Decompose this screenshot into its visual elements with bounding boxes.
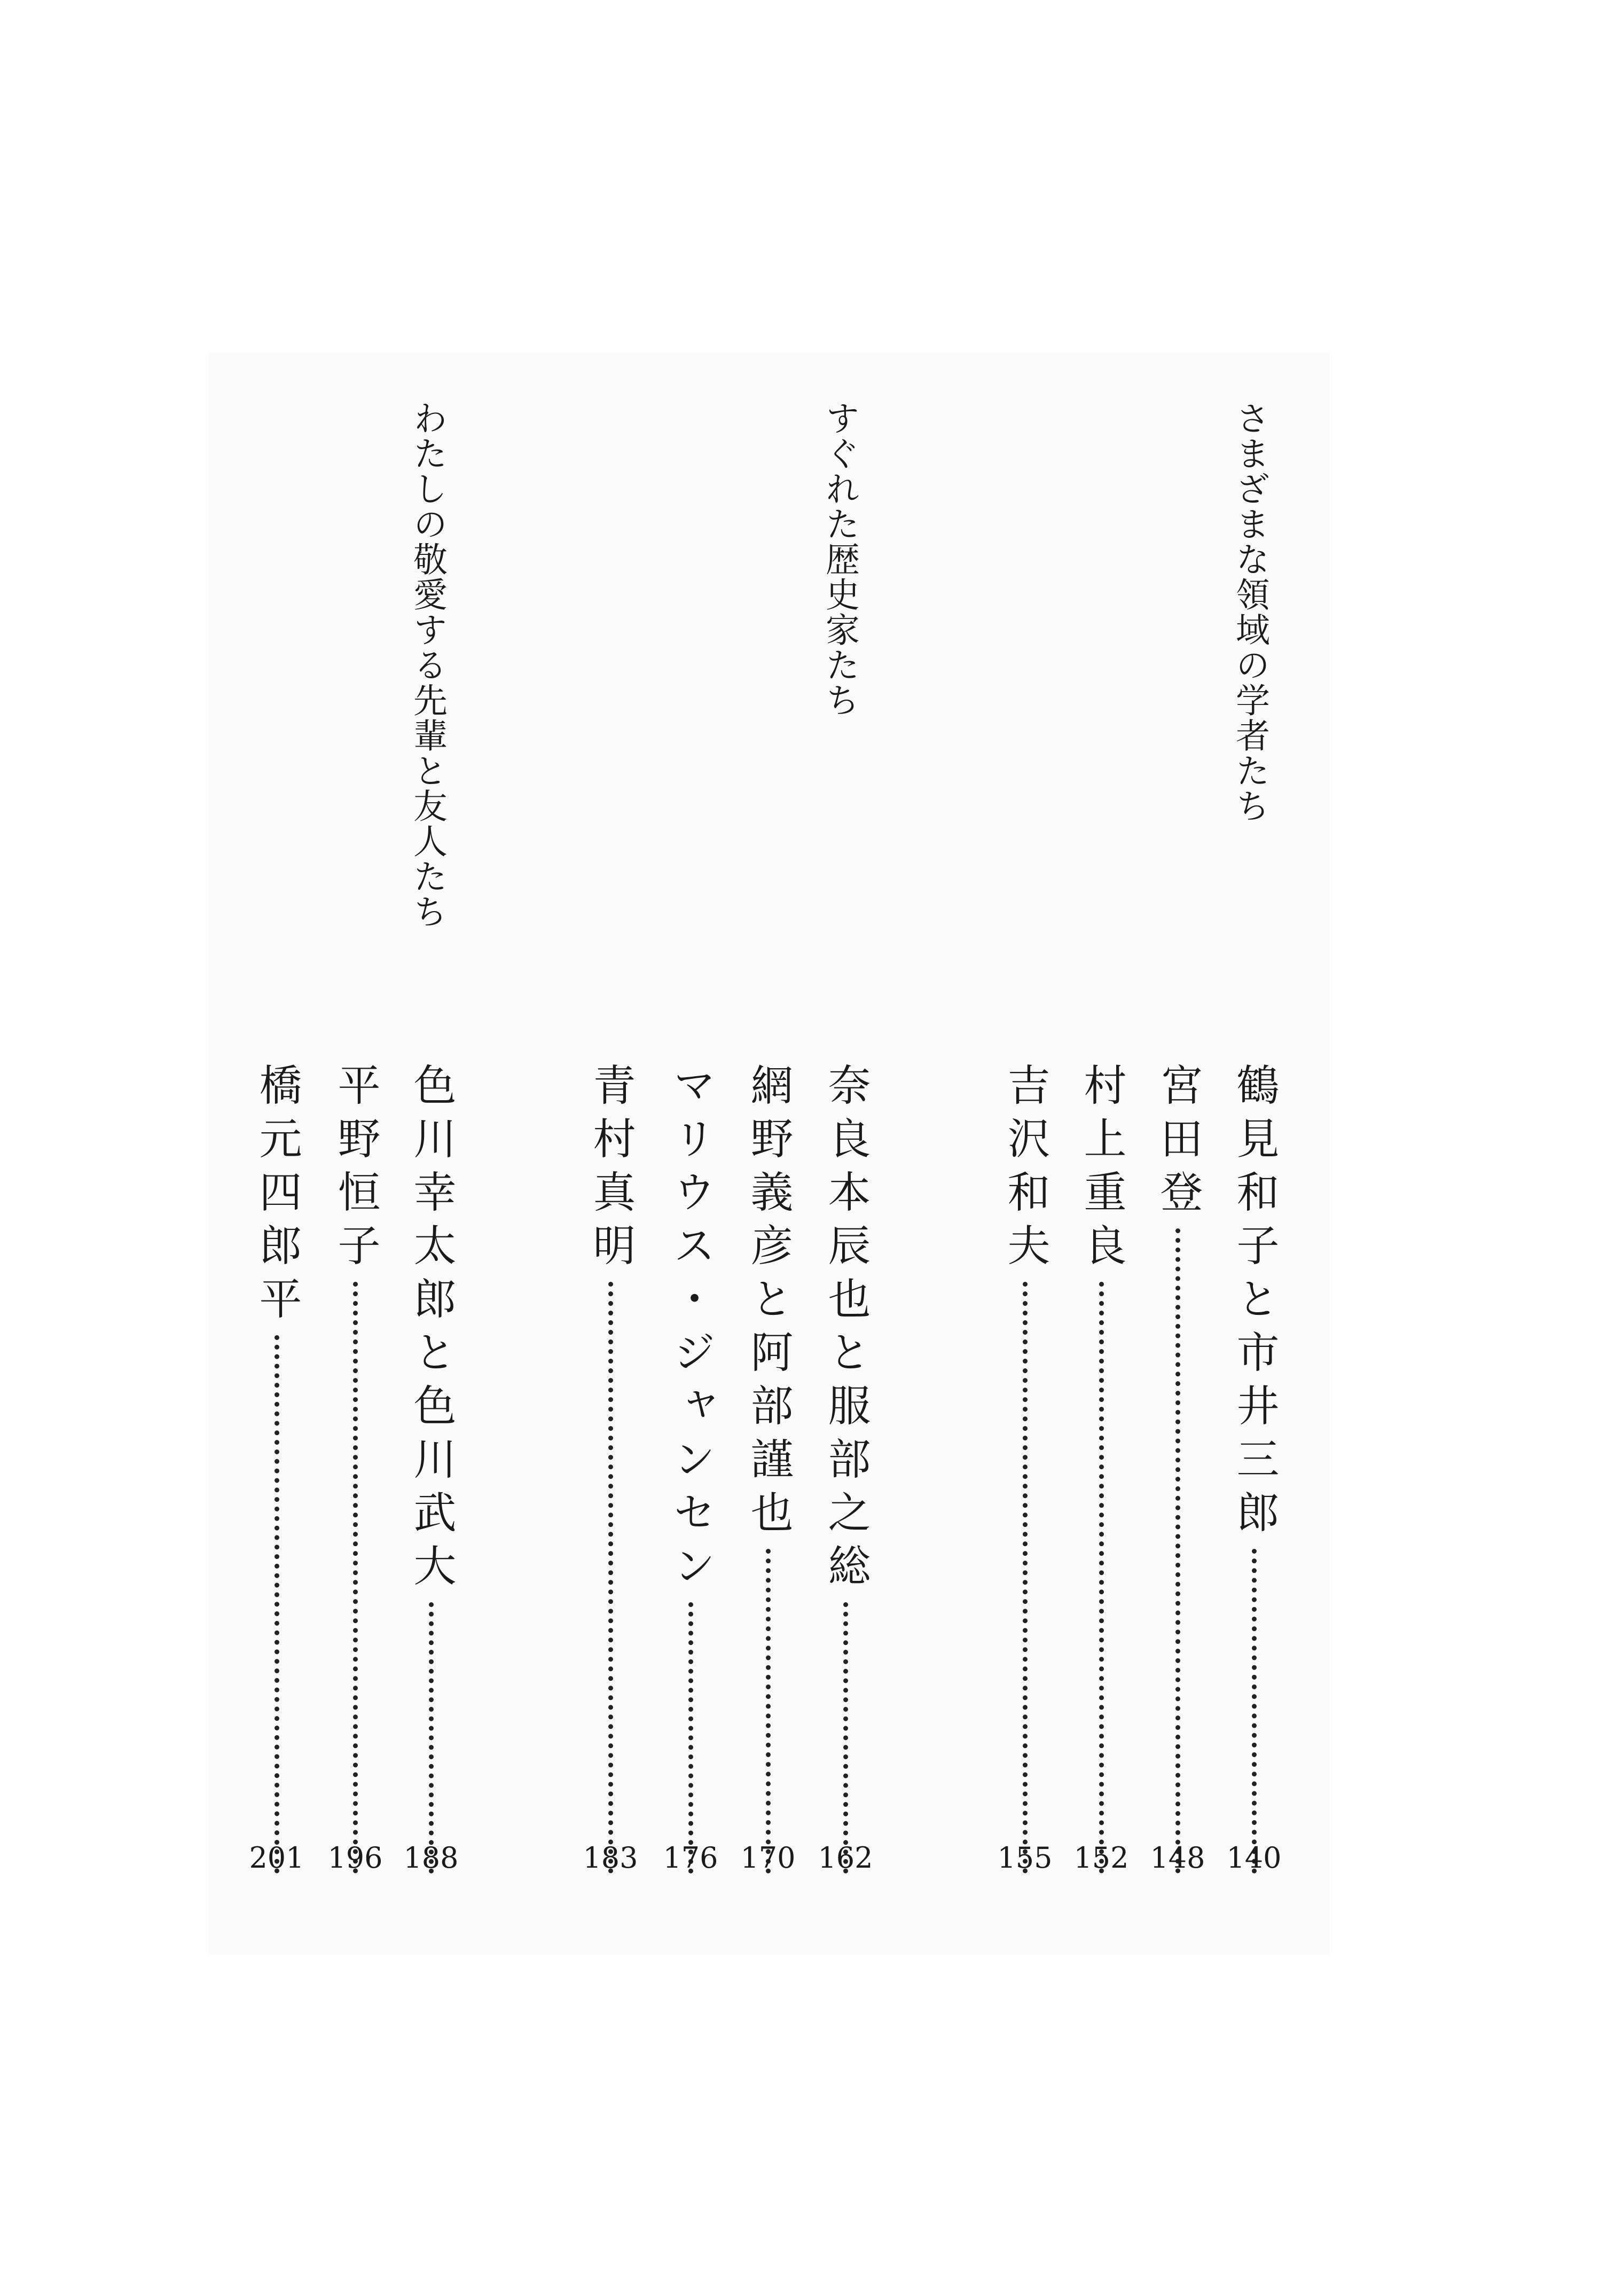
dot-leader: [1099, 1282, 1104, 1874]
toc-entry[interactable]: [247, 1063, 306, 1885]
toc-page-number: 162: [818, 1841, 873, 1875]
toc-page-number: 140: [1226, 1841, 1282, 1875]
toc-entry-name: 網野義彦と阿部謹也: [743, 1063, 793, 1543]
toc-page-number: 188: [403, 1841, 459, 1875]
toc-page-number: 155: [997, 1841, 1053, 1875]
toc-entry[interactable]: [402, 1063, 460, 1885]
toc-entry[interactable]: [816, 1063, 875, 1885]
dot-leader: [608, 1282, 613, 1874]
toc-entry-name: 平野恒子: [331, 1063, 380, 1276]
toc-entry[interactable]: [581, 1063, 640, 1885]
toc-entry[interactable]: [661, 1063, 720, 1885]
toc-entry[interactable]: [739, 1063, 797, 1885]
dot-leader: [766, 1549, 771, 1874]
toc-entry-name: 宮田登: [1153, 1063, 1203, 1223]
section-heading-historians: すぐれた歴史家たち: [820, 401, 859, 718]
toc-entry-name: マリウス・ジャンセン: [666, 1063, 716, 1597]
toc-entry[interactable]: [995, 1063, 1054, 1885]
section-heading-seniors-and-friends: わたしの敬愛する先輩と友人たち: [407, 401, 447, 929]
section-heading-scholars: さまざまな領域の学者たち: [1230, 401, 1269, 824]
toc-entry[interactable]: [1072, 1063, 1131, 1885]
dot-leader: [688, 1602, 693, 1874]
toc-entry-name: 吉沢和夫: [1000, 1063, 1050, 1276]
toc-entry-name: 色川幸太郎と色川武大: [406, 1063, 456, 1597]
toc-page-number: 170: [740, 1841, 796, 1875]
toc-entry-name: 橋元四郎平: [252, 1063, 302, 1330]
dot-leader: [275, 1335, 279, 1874]
toc-entry-name: 青村真明: [586, 1063, 636, 1276]
toc-page-number: 176: [663, 1841, 718, 1875]
toc-entry[interactable]: [1148, 1063, 1207, 1885]
toc-entry-name: 村上重良: [1077, 1063, 1126, 1276]
dot-leader: [429, 1602, 434, 1874]
dot-leader: [843, 1602, 848, 1874]
toc-page-number: 183: [583, 1841, 638, 1875]
toc-entry[interactable]: [1225, 1063, 1283, 1885]
toc-page-number: 152: [1073, 1841, 1129, 1875]
dot-leader: [1175, 1228, 1180, 1874]
toc-page-number: 148: [1150, 1841, 1205, 1875]
dot-leader: [1252, 1549, 1257, 1874]
toc-page-number: 196: [327, 1841, 383, 1875]
dot-leader: [1023, 1282, 1028, 1874]
dot-leader: [353, 1282, 358, 1874]
toc-entry-name: 奈良本辰也と服部之総: [821, 1063, 871, 1597]
toc-page-number: 201: [249, 1841, 304, 1875]
toc-entry-name: 鶴見和子と市井三郎: [1229, 1063, 1279, 1543]
toc-entry[interactable]: [326, 1063, 385, 1885]
